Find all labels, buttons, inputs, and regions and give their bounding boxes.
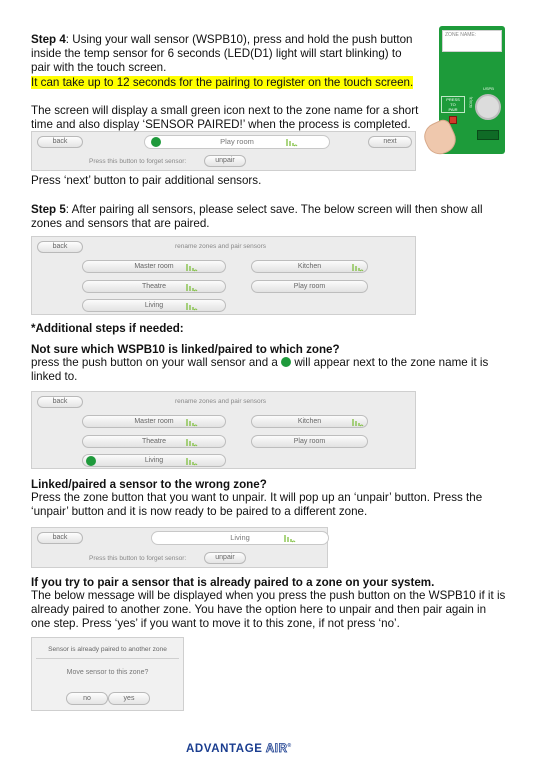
pcb-usb-label: USPB — [483, 86, 494, 91]
wireless-signal-icon — [186, 437, 198, 447]
forget-sensor-text: Press this button to forget sensor: — [89, 555, 187, 562]
dialog-title: Sensor is already paired to another zone — [48, 646, 167, 653]
zone-name-field[interactable]: Play room — [144, 135, 330, 149]
step4-highlight-paragraph — [31, 76, 431, 90]
step4-text-2: The screen will display a small green icon next to the zone name for a short time and also display ‘SENSOR PAIRED!’ when the process is completed. — [31, 104, 419, 132]
zones-screen-panel-linked — [31, 391, 416, 469]
zone-button-master-room[interactable]: Master room — [82, 260, 226, 273]
paired-indicator-icon — [86, 456, 96, 466]
wireless-signal-icon — [186, 262, 198, 272]
paired-indicator-icon — [281, 357, 291, 367]
pcb-sd-label: SD0(3) — [469, 96, 473, 108]
step4-text: : Using your wall sensor (WSPB10), press and hold the push button inside the temp sensor for 6 seconds (LED(D1) light will start blinking) to pair with the touch screen. — [31, 33, 413, 75]
step4-paragraph-2 — [31, 104, 421, 132]
paired-indicator-icon — [151, 137, 161, 147]
zone-button-living[interactable]: Living — [82, 299, 226, 312]
additional-heading: *Additional steps if needed: — [31, 322, 184, 335]
screen-title: rename zones and pair sensors — [175, 243, 267, 250]
press-to-pair-label: PRESS TO PAIR — [441, 96, 465, 113]
zone-button-master-room[interactable]: Master room — [82, 415, 226, 428]
back-button[interactable]: back — [37, 241, 83, 253]
unpair-button[interactable]: unpair — [204, 155, 246, 167]
next-button[interactable]: next — [368, 136, 412, 148]
screen-title: rename zones and pair sensors — [175, 398, 267, 405]
forget-sensor-text: Press this button to forget sensor: — [89, 158, 187, 165]
wireless-signal-icon — [186, 301, 198, 311]
zone-button-kitchen[interactable]: Kitchen — [251, 260, 368, 273]
step4-heading: Step 4 — [31, 33, 66, 46]
step5-heading: Step 5 — [31, 203, 66, 216]
advantage-air-logo: ADVANTAGE AIR® — [186, 743, 292, 755]
back-button[interactable]: back — [37, 136, 83, 148]
step4-highlight: It can take up to 12 seconds for the pairing to register on the touch screen. — [31, 76, 414, 89]
already-paired-text: The below message will be displayed when you press the push button on the WSPB10 if it is already paired to another zone. You have the option here to unpair and then pair again in one step. Press ‘yes’ if you want to move it to this zone, if not press ‘no’. — [31, 589, 506, 631]
no-button[interactable]: no — [66, 692, 108, 705]
zone-button-living[interactable]: Living — [82, 454, 226, 467]
unpair-button[interactable]: unpair — [204, 552, 246, 564]
wireless-signal-icon — [186, 282, 198, 292]
wireless-signal-icon — [286, 137, 298, 147]
press-next-text: Press ‘next’ button to pair additional sensors. — [31, 174, 262, 187]
step4-paragraph — [31, 33, 416, 76]
wireless-signal-icon — [284, 533, 296, 543]
step5-text: : After pairing all sensors, please select save. The below screen will then show all zones and sensors that are paired. — [31, 203, 483, 231]
zone-button-play-room[interactable]: Play room — [251, 435, 368, 448]
wireless-signal-icon — [186, 456, 198, 466]
already-paired-heading: If you try to pair a sensor that is already paired to a zone on your system. — [31, 576, 435, 589]
zones-screen-panel — [31, 236, 416, 315]
wrong-zone-text: Press the zone button that you want to unpair. It will pop up an ‘unpair’ button. Press the ‘unpair’ button and it is now ready to be paired to a different zone. — [31, 491, 483, 519]
pair-push-button — [449, 116, 457, 124]
device-illustration — [425, 26, 515, 156]
zone-button-theatre[interactable]: Theatre — [82, 280, 226, 293]
zone-button-play-room[interactable]: Play room — [251, 280, 368, 293]
linked-answer: press the push button on your wall sensor and a will appear next to the zone name it is linked to. — [31, 356, 489, 384]
wireless-signal-icon — [186, 417, 198, 427]
pair-screen-panel — [31, 131, 416, 171]
yes-button[interactable]: yes — [108, 692, 150, 705]
back-button[interactable]: back — [37, 532, 83, 544]
wrong-zone-heading: Linked/paired a sensor to the wrong zone? — [31, 478, 267, 491]
wireless-signal-icon — [352, 262, 364, 272]
back-button[interactable]: back — [37, 396, 83, 408]
unpair-screen-panel — [31, 527, 328, 568]
dialog-message: Move sensor to this zone? — [66, 669, 149, 676]
battery-holder — [475, 94, 501, 120]
connector-block — [477, 130, 499, 140]
zone-button-kitchen[interactable]: Kitchen — [251, 415, 368, 428]
wireless-signal-icon — [352, 417, 364, 427]
zone-button-theatre[interactable]: Theatre — [82, 435, 226, 448]
zone-name-display — [442, 30, 502, 52]
zone-name-label: ZONE NAME: — [445, 32, 477, 38]
step5-paragraph — [31, 203, 506, 231]
zone-name-field[interactable]: Living — [151, 531, 329, 545]
linked-question: Not sure which WSPB10 is linked/paired to which zone? — [31, 343, 340, 356]
dialog-divider — [36, 658, 179, 659]
already-paired-dialog — [31, 637, 184, 711]
